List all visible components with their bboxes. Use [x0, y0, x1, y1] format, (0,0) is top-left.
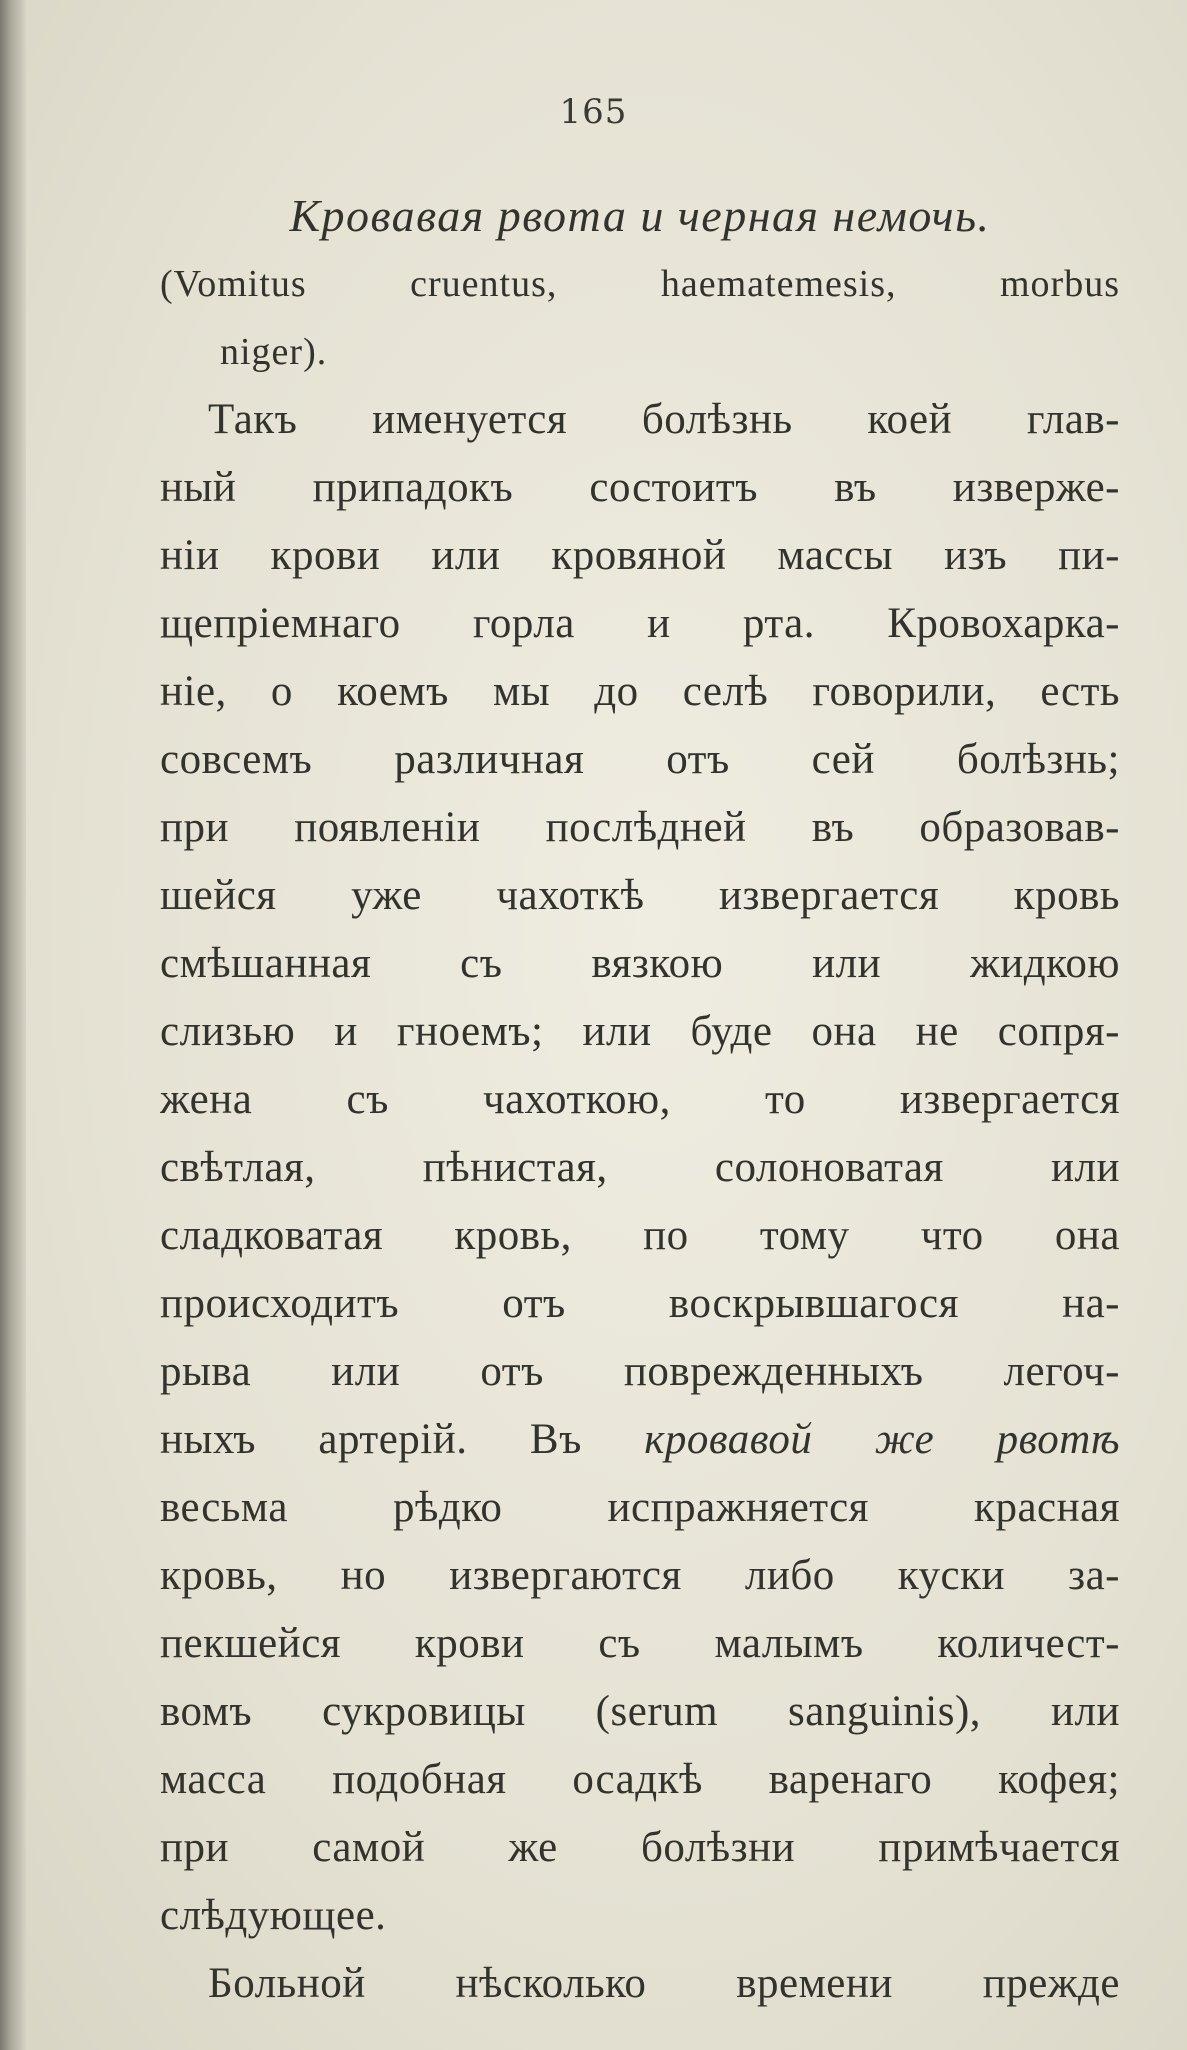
paragraph-1-line-8: шейся уже чахоткѣ извергается кровь — [160, 872, 1120, 919]
paragraph-1-line-15: рыва или отъ поврежденныхъ легоч- — [160, 1348, 1120, 1395]
italic-term: кровавой же рвотѣ — [644, 1416, 1120, 1463]
paragraph-1-line-5: нiе, о коемъ мы до селѣ говорили, есть — [160, 668, 1120, 715]
paragraph-1-line-23: слѣдующее. — [160, 1892, 387, 1939]
paragraph-1-line-18: кровь, но извергаются либо куски за- — [160, 1552, 1120, 1599]
latin-subtitle-line-2: niger). — [220, 331, 328, 373]
text-block — [160, 182, 1120, 2018]
paragraph-1-line-9: смѣшанная съ вязкою или жидкою — [160, 940, 1120, 987]
paragraph-1-line-20: вомъ сукровицы (serum sanguinis), или — [160, 1688, 1120, 1735]
paragraph-1-line-11: жена съ чахоткою, то извергается — [160, 1076, 1120, 1123]
paragraph-1-line-10: слизью и гноемъ; или буде она не сопря- — [160, 1008, 1120, 1055]
paragraph-1-line-6: совсемъ различная отъ сей болѣзнь; — [160, 736, 1120, 783]
page-number: 165 — [559, 92, 628, 132]
paragraph-1-line-17: весьма рѣдко испражняется красная — [160, 1484, 1120, 1531]
paragraph-1-line-7: при появленiи послѣдней въ образовав- — [160, 804, 1120, 851]
paragraph-1-line-4: щепрiемнаго горла и рта. Кровохарка- — [160, 600, 1120, 647]
paragraph-1-line-1: Такъ именуется болѣзнь коей глав- — [208, 396, 1120, 443]
paragraph-1-line-19: пекшейся крови съ малымъ количест- — [160, 1620, 1120, 1667]
book-spine-shadow — [0, 0, 26, 2050]
paragraph-2-line-1: Больной нѣсколько времени прежде — [208, 1960, 1120, 2007]
paragraph-1-line-16 — [160, 1406, 1120, 1474]
paragraph-1-line-3: нiи крови или кровяной массы изъ пи- — [160, 532, 1120, 579]
paragraph-1-line-14: происходитъ отъ воскрывшагося на- — [160, 1280, 1120, 1327]
latin-subtitle-line-1: (Vomitus cruentus, haematemesis, morbus — [160, 263, 1120, 305]
section-heading: Кровавая рвота и черная немочь. — [289, 190, 991, 241]
paragraph-1-line-21: масса подобная осадкѣ варенаго кофея; — [160, 1756, 1120, 1803]
paragraph-1-line-13: сладковатая кровь, по тому что она — [160, 1212, 1120, 1259]
paragraph-1-line-12: свѣтлая, пѣнистая, солоноватая или — [160, 1144, 1120, 1191]
paragraph-1-line-16-text: ныхъ артерiй. Въ — [160, 1416, 645, 1463]
paragraph-1-line-2: ный припадокъ состоитъ въ изверже- — [160, 464, 1120, 511]
paragraph-1-line-22: при самой же болѣзни примѣчается — [160, 1824, 1120, 1871]
